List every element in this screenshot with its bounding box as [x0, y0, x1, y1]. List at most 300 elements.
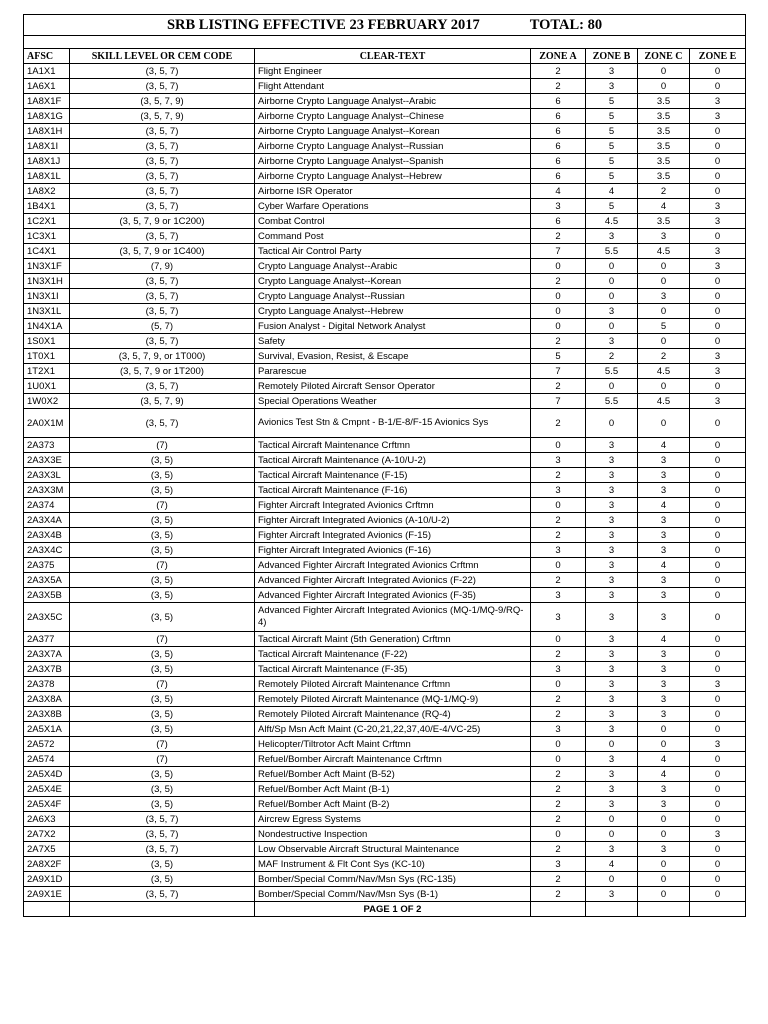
zone-e-cell: 0 [690, 79, 746, 94]
table-row [24, 289, 746, 304]
zone-a-cell: 7 [531, 394, 586, 409]
clear-text-cell: Crypto Language Analyst--Korean [255, 274, 531, 289]
clear-text-cell: Helicopter/Tiltrotor Acft Maint Crftmn [255, 737, 531, 752]
zone-c-cell: 0 [638, 737, 690, 752]
afsc-cell: 2A574 [24, 752, 70, 767]
footer-row [24, 902, 746, 917]
table-row [24, 543, 746, 558]
skill-level-cell: (3, 5, 7) [70, 409, 255, 438]
zone-e-cell: 0 [690, 872, 746, 887]
skill-level-cell: (3, 5, 7) [70, 124, 255, 139]
skill-level-cell: (3, 5) [70, 483, 255, 498]
zone-b-cell: 3 [586, 752, 638, 767]
zone-c-cell: 3 [638, 543, 690, 558]
zone-e-cell: 0 [690, 797, 746, 812]
table-row [24, 438, 746, 453]
zone-b-cell: 3 [586, 603, 638, 632]
afsc-cell: 2A3X7A [24, 647, 70, 662]
zone-e-cell: 0 [690, 513, 746, 528]
skill-level-cell: (3, 5, 7) [70, 887, 255, 902]
zone-a-cell: 2 [531, 767, 586, 782]
zone-c-cell: 0 [638, 827, 690, 842]
zone-a-cell: 2 [531, 64, 586, 79]
zone-e-cell: 0 [690, 468, 746, 483]
afsc-cell: 2A3X5C [24, 603, 70, 632]
skill-level-cell: (7) [70, 558, 255, 573]
afsc-cell: 2A3X4C [24, 543, 70, 558]
skill-level-cell: (7, 9) [70, 259, 255, 274]
zone-e-cell: 0 [690, 379, 746, 394]
header-zone-a: ZONE A [531, 49, 586, 64]
clear-text-cell: Remotely Piloted Aircraft Maintenance (RQ-4) [255, 707, 531, 722]
table-row [24, 259, 746, 274]
zone-c-cell: 4 [638, 752, 690, 767]
clear-text-cell: Survival, Evasion, Resist, & Escape [255, 349, 531, 364]
clear-text-cell: Safety [255, 334, 531, 349]
zone-e-cell: 0 [690, 632, 746, 647]
zone-e-cell: 0 [690, 558, 746, 573]
zone-e-cell: 3 [690, 214, 746, 229]
zone-b-cell: 5 [586, 139, 638, 154]
zone-b-cell: 5 [586, 199, 638, 214]
zone-b-cell: 0 [586, 289, 638, 304]
table-row [24, 707, 746, 722]
zone-e-cell: 0 [690, 857, 746, 872]
skill-level-cell: (3, 5) [70, 767, 255, 782]
zone-e-cell: 0 [690, 154, 746, 169]
skill-level-cell: (3, 5, 7) [70, 379, 255, 394]
zone-b-cell: 4.5 [586, 214, 638, 229]
zone-c-cell: 3 [638, 662, 690, 677]
zone-e-cell: 0 [690, 304, 746, 319]
zone-a-cell: 5 [531, 349, 586, 364]
skill-level-cell: (3, 5, 7) [70, 199, 255, 214]
zone-e-cell: 0 [690, 229, 746, 244]
zone-e-cell: 3 [690, 244, 746, 259]
clear-text-cell: Cyber Warfare Operations [255, 199, 531, 214]
srb-table [23, 14, 746, 917]
afsc-cell: 2A7X2 [24, 827, 70, 842]
zone-e-cell: 3 [690, 394, 746, 409]
footer-blank-cell [531, 902, 586, 917]
afsc-cell: 1S0X1 [24, 334, 70, 349]
afsc-cell: 1A8X2 [24, 184, 70, 199]
zone-a-cell: 2 [531, 274, 586, 289]
zone-c-cell: 3 [638, 603, 690, 632]
skill-level-cell: (3, 5) [70, 722, 255, 737]
clear-text-cell: Tactical Aircraft Maintenance (F-16) [255, 483, 531, 498]
zone-b-cell: 2 [586, 349, 638, 364]
zone-c-cell: 0 [638, 259, 690, 274]
table-row [24, 603, 746, 632]
skill-level-cell: (3, 5, 7) [70, 812, 255, 827]
skill-level-cell: (3, 5) [70, 692, 255, 707]
skill-level-cell: (3, 5, 7) [70, 64, 255, 79]
table-row [24, 154, 746, 169]
clear-text-cell: Fusion Analyst - Digital Network Analyst [255, 319, 531, 334]
zone-a-cell: 0 [531, 737, 586, 752]
page-number: PAGE 1 OF 2 [255, 902, 531, 917]
afsc-cell: 2A7X5 [24, 842, 70, 857]
zone-e-cell: 0 [690, 409, 746, 438]
zone-e-cell: 3 [690, 737, 746, 752]
table-row [24, 244, 746, 259]
table-row [24, 588, 746, 603]
header-afsc: AFSC [24, 49, 70, 64]
clear-text-cell: Refuel/Bomber Acft Maint (B-2) [255, 797, 531, 812]
zone-c-cell: 0 [638, 379, 690, 394]
zone-a-cell: 2 [531, 573, 586, 588]
zone-b-cell: 3 [586, 842, 638, 857]
zone-e-cell: 0 [690, 588, 746, 603]
table-row [24, 812, 746, 827]
zone-b-cell: 3 [586, 797, 638, 812]
skill-level-cell: (7) [70, 677, 255, 692]
footer-blank-cell [638, 902, 690, 917]
zone-c-cell: 3.5 [638, 214, 690, 229]
skill-level-cell: (7) [70, 438, 255, 453]
zone-a-cell: 0 [531, 319, 586, 334]
clear-text-cell: Airborne ISR Operator [255, 184, 531, 199]
afsc-cell: 1N4X1A [24, 319, 70, 334]
clear-text-cell: Pararescue [255, 364, 531, 379]
afsc-cell: 1A8X1G [24, 109, 70, 124]
clear-text-cell: Flight Attendant [255, 79, 531, 94]
zone-e-cell: 0 [690, 483, 746, 498]
afsc-cell: 1A8X1H [24, 124, 70, 139]
clear-text-cell: Advanced Fighter Aircraft Integrated Avionics (F-35) [255, 588, 531, 603]
zone-a-cell: 2 [531, 872, 586, 887]
zone-b-cell: 3 [586, 513, 638, 528]
zone-b-cell: 5 [586, 154, 638, 169]
clear-text-cell: Tactical Aircraft Maintenance (F-22) [255, 647, 531, 662]
zone-c-cell: 0 [638, 722, 690, 737]
footer-blank-cell [24, 902, 70, 917]
zone-a-cell: 0 [531, 304, 586, 319]
footer-blank-cell [586, 902, 638, 917]
skill-level-cell: (3, 5) [70, 573, 255, 588]
zone-c-cell: 3 [638, 229, 690, 244]
table-row [24, 498, 746, 513]
zone-c-cell: 4 [638, 199, 690, 214]
clear-text-cell: Fighter Aircraft Integrated Avionics Crftmn [255, 498, 531, 513]
afsc-cell: 1N3X1I [24, 289, 70, 304]
skill-level-cell: (3, 5, 7) [70, 842, 255, 857]
afsc-cell: 2A373 [24, 438, 70, 453]
zone-e-cell: 0 [690, 573, 746, 588]
zone-e-cell: 3 [690, 199, 746, 214]
skill-level-cell: (3, 5) [70, 588, 255, 603]
clear-text-cell: Combat Control [255, 214, 531, 229]
clear-text-cell: Fighter Aircraft Integrated Avionics (F-16) [255, 543, 531, 558]
document-title: SRB LISTING EFFECTIVE 23 FEBRUARY 2017 [166, 16, 480, 33]
zone-a-cell: 2 [531, 797, 586, 812]
zone-a-cell: 2 [531, 409, 586, 438]
zone-b-cell: 3 [586, 229, 638, 244]
zone-c-cell: 3 [638, 573, 690, 588]
zone-e-cell: 3 [690, 349, 746, 364]
table-row [24, 857, 746, 872]
zone-a-cell: 3 [531, 603, 586, 632]
afsc-cell: 2A3X8B [24, 707, 70, 722]
clear-text-cell: Airborne Crypto Language Analyst--Arabic [255, 94, 531, 109]
zone-b-cell: 4 [586, 184, 638, 199]
afsc-cell: 1A1X1 [24, 64, 70, 79]
zone-c-cell: 4.5 [638, 394, 690, 409]
table-row [24, 737, 746, 752]
zone-b-cell: 0 [586, 872, 638, 887]
table-row [24, 109, 746, 124]
afsc-cell: 1C3X1 [24, 229, 70, 244]
zone-c-cell: 0 [638, 857, 690, 872]
zone-b-cell: 5.5 [586, 364, 638, 379]
clear-text-cell: Fighter Aircraft Integrated Avionics (F-15) [255, 528, 531, 543]
table-row [24, 199, 746, 214]
table-row [24, 453, 746, 468]
zone-b-cell: 3 [586, 79, 638, 94]
zone-b-cell: 5 [586, 109, 638, 124]
table-row [24, 334, 746, 349]
skill-level-cell: (3, 5) [70, 543, 255, 558]
zone-c-cell: 3.5 [638, 169, 690, 184]
skill-level-cell: (3, 5) [70, 857, 255, 872]
zone-c-cell: 3.5 [638, 124, 690, 139]
skill-level-cell: (7) [70, 737, 255, 752]
zone-a-cell: 2 [531, 812, 586, 827]
zone-a-cell: 6 [531, 109, 586, 124]
zone-a-cell: 3 [531, 543, 586, 558]
table-row [24, 79, 746, 94]
zone-e-cell: 0 [690, 498, 746, 513]
table-row [24, 887, 746, 902]
skill-level-cell: (3, 5, 7, 9) [70, 109, 255, 124]
header-row [24, 49, 746, 64]
zone-c-cell: 3 [638, 483, 690, 498]
afsc-cell: 2A3X4A [24, 513, 70, 528]
table-row [24, 349, 746, 364]
zone-a-cell: 3 [531, 199, 586, 214]
zone-b-cell: 3 [586, 438, 638, 453]
afsc-cell: 2A3X5B [24, 588, 70, 603]
table-row [24, 677, 746, 692]
skill-level-cell: (3, 5, 7) [70, 304, 255, 319]
zone-a-cell: 2 [531, 647, 586, 662]
zone-b-cell: 3 [586, 543, 638, 558]
zone-a-cell: 0 [531, 259, 586, 274]
skill-level-cell: (3, 5, 7) [70, 827, 255, 842]
clear-text-cell: Remotely Piloted Aircraft Maintenance Crftmn [255, 677, 531, 692]
afsc-cell: 1B4X1 [24, 199, 70, 214]
afsc-cell: 1W0X2 [24, 394, 70, 409]
afsc-cell: 2A377 [24, 632, 70, 647]
zone-e-cell: 3 [690, 827, 746, 842]
zone-a-cell: 0 [531, 677, 586, 692]
zone-a-cell: 2 [531, 707, 586, 722]
clear-text-cell: Advanced Fighter Aircraft Integrated Avionics (F-22) [255, 573, 531, 588]
total-count: TOTAL: 80 [529, 16, 603, 33]
table-row [24, 184, 746, 199]
zone-b-cell: 3 [586, 632, 638, 647]
table-row [24, 767, 746, 782]
zone-b-cell: 0 [586, 812, 638, 827]
skill-level-cell: (7) [70, 498, 255, 513]
skill-level-cell: (3, 5) [70, 782, 255, 797]
zone-b-cell: 0 [586, 379, 638, 394]
zone-a-cell: 2 [531, 692, 586, 707]
zone-e-cell: 3 [690, 259, 746, 274]
zone-e-cell: 0 [690, 319, 746, 334]
zone-b-cell: 0 [586, 827, 638, 842]
table-row [24, 752, 746, 767]
table-row [24, 139, 746, 154]
zone-c-cell: 4.5 [638, 244, 690, 259]
zone-b-cell: 3 [586, 573, 638, 588]
table-row [24, 573, 746, 588]
header-clear-text: CLEAR-TEXT [255, 49, 531, 64]
afsc-cell: 2A3X3M [24, 483, 70, 498]
clear-text-cell: Remotely Piloted Aircraft Maintenance (MQ-1/MQ-9) [255, 692, 531, 707]
table-row [24, 214, 746, 229]
afsc-cell: 2A6X3 [24, 812, 70, 827]
zone-b-cell: 5 [586, 169, 638, 184]
afsc-cell: 2A378 [24, 677, 70, 692]
afsc-cell: 2A9X1E [24, 887, 70, 902]
afsc-cell: 1A6X1 [24, 79, 70, 94]
zone-e-cell: 0 [690, 274, 746, 289]
table-row [24, 842, 746, 857]
zone-c-cell: 3.5 [638, 109, 690, 124]
table-row [24, 274, 746, 289]
table-row [24, 722, 746, 737]
zone-c-cell: 4 [638, 498, 690, 513]
table-row [24, 364, 746, 379]
skill-level-cell: (3, 5) [70, 797, 255, 812]
zone-e-cell: 0 [690, 184, 746, 199]
clear-text-cell: Tactical Aircraft Maintenance (F-35) [255, 662, 531, 677]
skill-level-cell: (3, 5, 7) [70, 274, 255, 289]
zone-e-cell: 0 [690, 722, 746, 737]
zone-e-cell: 0 [690, 647, 746, 662]
zone-c-cell: 0 [638, 872, 690, 887]
zone-b-cell: 3 [586, 707, 638, 722]
zone-e-cell: 3 [690, 364, 746, 379]
skill-level-cell: (3, 5) [70, 528, 255, 543]
table-row [24, 797, 746, 812]
afsc-cell: 2A5X4E [24, 782, 70, 797]
zone-c-cell: 3 [638, 842, 690, 857]
zone-c-cell: 3 [638, 528, 690, 543]
clear-text-cell: Crypto Language Analyst--Arabic [255, 259, 531, 274]
header-zone-b: ZONE B [586, 49, 638, 64]
table-row [24, 872, 746, 887]
table-row [24, 169, 746, 184]
zone-b-cell: 0 [586, 409, 638, 438]
zone-a-cell: 2 [531, 334, 586, 349]
clear-text-cell: Command Post [255, 229, 531, 244]
afsc-cell: 1A8X1J [24, 154, 70, 169]
clear-text-cell: Bomber/Special Comm/Nav/Msn Sys (B-1) [255, 887, 531, 902]
zone-c-cell: 0 [638, 79, 690, 94]
skill-level-cell: (3, 5, 7) [70, 154, 255, 169]
zone-c-cell: 0 [638, 409, 690, 438]
afsc-cell: 2A5X4F [24, 797, 70, 812]
clear-text-cell: Advanced Fighter Aircraft Integrated Avionics (MQ-1/MQ-9/RQ-4) [255, 603, 531, 632]
zone-a-cell: 0 [531, 827, 586, 842]
zone-b-cell: 3 [586, 677, 638, 692]
zone-e-cell: 0 [690, 64, 746, 79]
afsc-cell: 1A8X1I [24, 139, 70, 154]
zone-a-cell: 3 [531, 453, 586, 468]
skill-level-cell: (7) [70, 632, 255, 647]
table-row [24, 394, 746, 409]
zone-a-cell: 3 [531, 857, 586, 872]
zone-a-cell: 2 [531, 782, 586, 797]
zone-e-cell: 0 [690, 887, 746, 902]
zone-e-cell: 0 [690, 289, 746, 304]
zone-e-cell: 0 [690, 812, 746, 827]
afsc-cell: 2A3X8A [24, 692, 70, 707]
clear-text-cell: Tactical Aircraft Maintenance (F-15) [255, 468, 531, 483]
table-row [24, 528, 746, 543]
skill-level-cell: (3, 5, 7) [70, 184, 255, 199]
clear-text-cell: Avionics Test Stn & Cmpnt - B-1/E-8/F-15 Avionics Sys [255, 409, 531, 438]
zone-c-cell: 3 [638, 453, 690, 468]
zone-b-cell: 3 [586, 767, 638, 782]
clear-text-cell: Alft/Sp Msn Acft Maint (C-20,21,22,37,40/E-4/VC-25) [255, 722, 531, 737]
table-row [24, 782, 746, 797]
afsc-cell: 2A572 [24, 737, 70, 752]
skill-level-cell: (3, 5, 7, 9) [70, 94, 255, 109]
skill-level-cell: (3, 5) [70, 468, 255, 483]
clear-text-cell: Crypto Language Analyst--Russian [255, 289, 531, 304]
zone-c-cell: 3 [638, 677, 690, 692]
clear-text-cell: Airborne Crypto Language Analyst--Spanish [255, 154, 531, 169]
zone-c-cell: 0 [638, 274, 690, 289]
zone-c-cell: 4 [638, 632, 690, 647]
zone-c-cell: 3 [638, 588, 690, 603]
zone-b-cell: 3 [586, 453, 638, 468]
clear-text-cell: Remotely Piloted Aircraft Sensor Operator [255, 379, 531, 394]
skill-level-cell: (3, 5, 7) [70, 229, 255, 244]
clear-text-cell: Aircrew Egress Systems [255, 812, 531, 827]
skill-level-cell: (5, 7) [70, 319, 255, 334]
clear-text-cell: Refuel/Bomber Aircraft Maintenance Crftmn [255, 752, 531, 767]
zone-c-cell: 3.5 [638, 154, 690, 169]
zone-a-cell: 6 [531, 124, 586, 139]
afsc-cell: 2A9X1D [24, 872, 70, 887]
clear-text-cell: Tactical Aircraft Maintenance (A-10/U-2) [255, 453, 531, 468]
zone-b-cell: 4 [586, 857, 638, 872]
zone-a-cell: 6 [531, 139, 586, 154]
skill-level-cell: (7) [70, 752, 255, 767]
zone-b-cell: 3 [586, 498, 638, 513]
skill-level-cell: (3, 5) [70, 872, 255, 887]
clear-text-cell: Refuel/Bomber Acft Maint (B-1) [255, 782, 531, 797]
zone-e-cell: 3 [690, 677, 746, 692]
zone-b-cell: 3 [586, 662, 638, 677]
skill-level-cell: (3, 5) [70, 707, 255, 722]
zone-a-cell: 0 [531, 752, 586, 767]
zone-e-cell: 0 [690, 334, 746, 349]
zone-e-cell: 0 [690, 169, 746, 184]
clear-text-cell: Tactical Aircraft Maint (5th Generation) Crftmn [255, 632, 531, 647]
zone-a-cell: 2 [531, 379, 586, 394]
table-row [24, 319, 746, 334]
zone-a-cell: 2 [531, 513, 586, 528]
table-row [24, 409, 746, 438]
afsc-cell: 1C4X1 [24, 244, 70, 259]
spacer-row [24, 36, 746, 49]
